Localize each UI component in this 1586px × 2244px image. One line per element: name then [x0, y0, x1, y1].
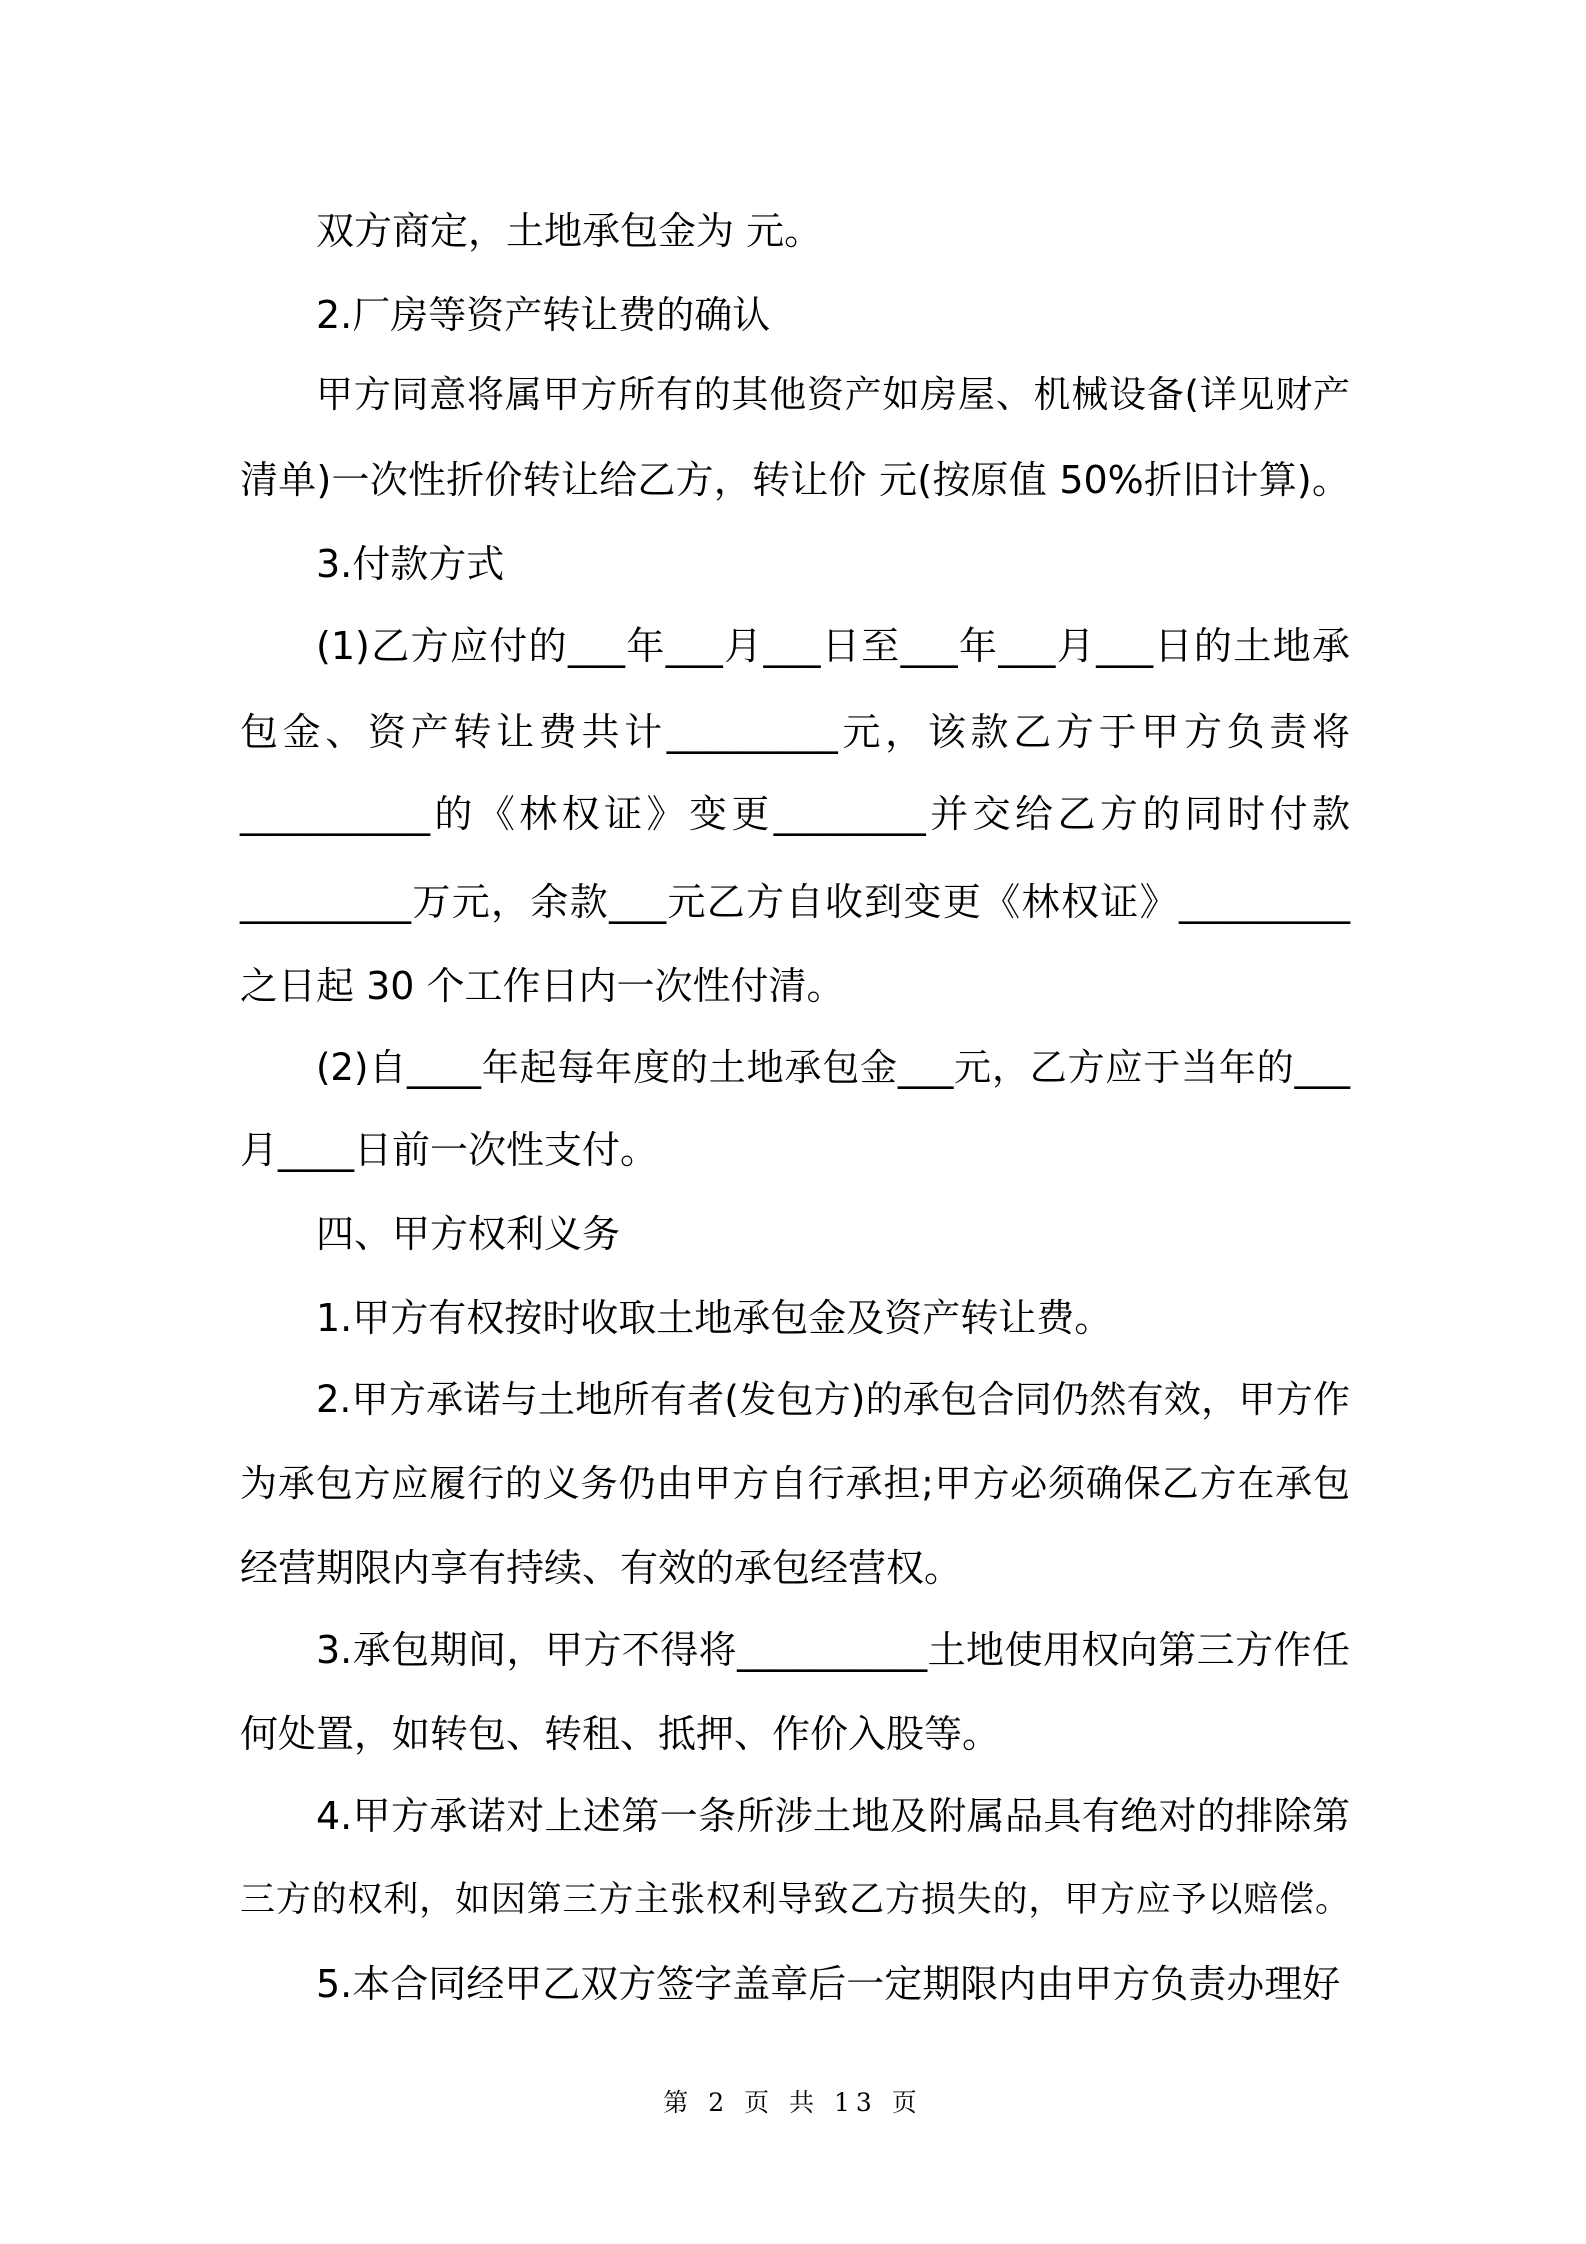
text-line: 甲方同意将属甲方所有的其他资产如房屋、机械设备(详见财产	[316, 373, 1350, 416]
text-line: 清单)一次性折价转让给乙方，转让价 元(按原值 50%折旧计算)。	[240, 458, 1350, 502]
text-line: 何处置，如转包、转租、抵押、作价入股等。	[240, 1712, 1001, 1756]
page-number-footer: 第 2 页 共 13 页	[663, 2088, 923, 2117]
text-line: 1.甲方有权按时收取土地承包金及资产转让费。	[316, 1296, 1113, 1340]
text-line: (1)乙方应付的___年___月___日至___年___月___日的土地承	[316, 624, 1350, 668]
text-line: 双方商定，土地承包金为 元。	[316, 209, 823, 253]
text-line: 月____日前一次性支付。	[240, 1128, 659, 1172]
text-line: (2)自____年起每年度的土地承包金___元，乙方应于当年的___	[316, 1046, 1350, 1089]
section-heading: 3.付款方式	[316, 542, 505, 586]
text-line: 三方的权利，如因第三方主张权利导致乙方损失的，甲方应予以赔偿。	[240, 1880, 1350, 1920]
text-line: 包金、资产转让费共计_________元，该款乙方于甲方负责将	[240, 710, 1350, 754]
text-line: _________万元，余款___元乙方自收到变更《林权证》_________	[240, 880, 1350, 924]
text-line: 为承包方应履行的义务仍由甲方自行承担;甲方必须确保乙方在承包	[240, 1462, 1350, 1505]
text-line: 5.本合同经甲乙双方签字盖章后一定期限内由甲方负责办理好	[316, 1962, 1341, 2006]
text-line: 3.承包期间，甲方不得将__________土地使用权向第三方作任	[316, 1628, 1350, 1672]
text-line: __________的《林权证》变更________并交给乙方的同时付款	[240, 792, 1350, 836]
text-line: 4.甲方承诺对上述第一条所涉土地及附属品具有绝对的排除第	[316, 1794, 1350, 1838]
text-line: 经营期限内享有持续、有效的承包经营权。	[240, 1546, 963, 1590]
section-heading: 四、甲方权利义务	[316, 1212, 621, 1256]
text-line: 之日起 30 个工作日内一次性付清。	[240, 964, 845, 1008]
section-heading: 2.厂房等资产转让费的确认	[316, 293, 771, 337]
text-line: 2.甲方承诺与土地所有者(发包方)的承包合同仍然有效，甲方作	[316, 1378, 1350, 1421]
